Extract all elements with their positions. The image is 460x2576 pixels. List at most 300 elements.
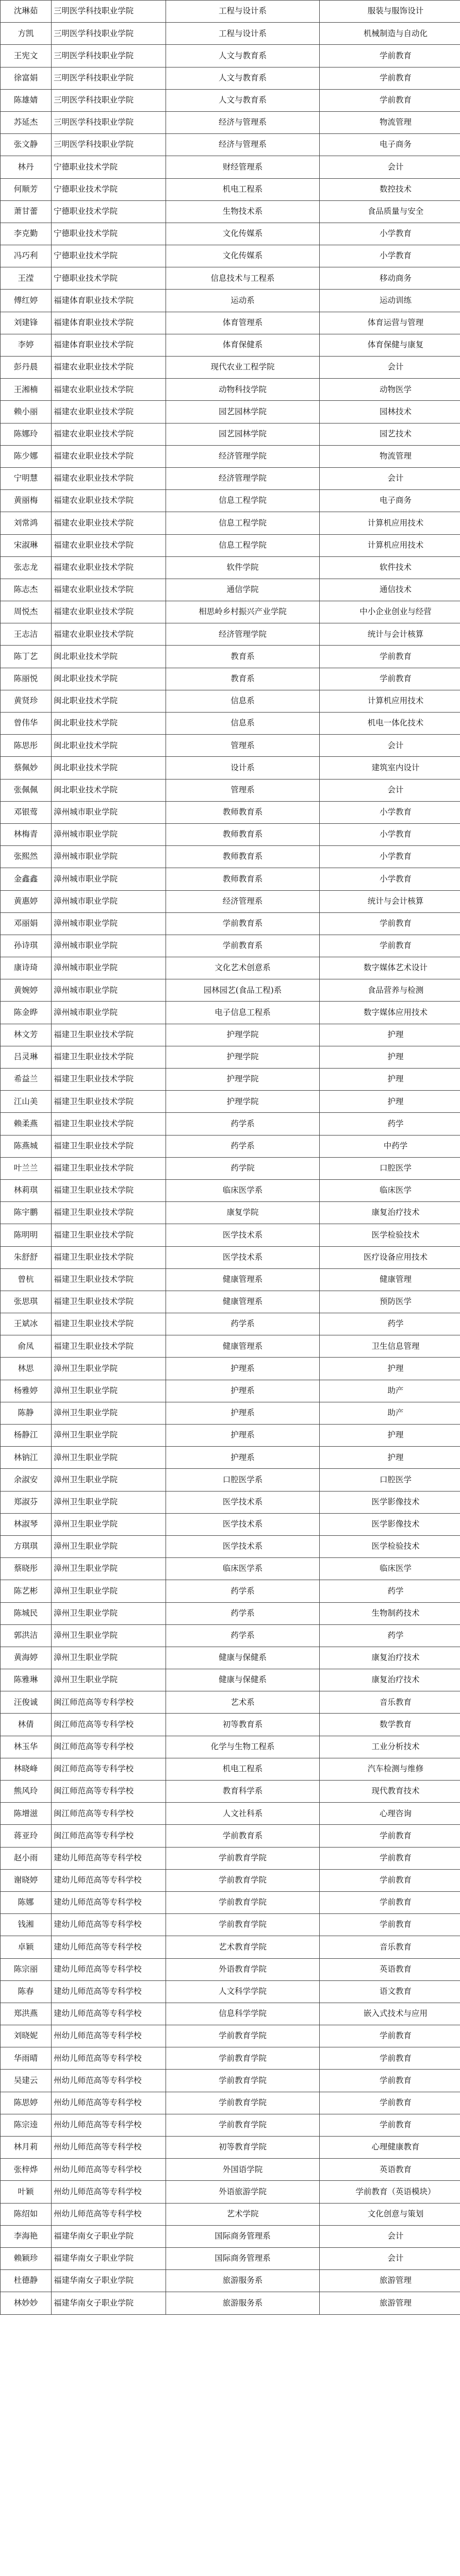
student-name-cell: 林钠江 xyxy=(1,1447,52,1469)
college-name-cell: 州幼儿师范高等专科学校 xyxy=(52,2092,166,2114)
major-name-cell: 小学教育 xyxy=(320,801,460,823)
department-name-cell: 信息工程学院 xyxy=(166,512,320,534)
student-name-cell: 陈宗逵 xyxy=(1,2114,52,2136)
college-name-cell: 闽江师范高等专科学校 xyxy=(52,1781,166,1803)
major-name-cell: 中小企业创业与经营 xyxy=(320,601,460,623)
college-name-cell: 三明医学科技职业学院 xyxy=(52,45,166,67)
department-name-cell: 旅游服务系 xyxy=(166,2270,320,2292)
department-name-cell: 文化传媒系 xyxy=(166,245,320,267)
major-name-cell: 学前教育 xyxy=(320,2092,460,2114)
major-name-cell: 学前教育 xyxy=(320,1825,460,1847)
major-name-cell: 嵌入式技术与应用 xyxy=(320,2003,460,2025)
college-name-cell: 宁德职业技术学院 xyxy=(52,267,166,290)
college-name-cell: 漳州卫生职业学院 xyxy=(52,1669,166,1691)
department-name-cell: 护理系 xyxy=(166,1425,320,1447)
college-name-cell: 宁德职业技术学院 xyxy=(52,200,166,223)
table-row xyxy=(1,1958,460,1980)
student-name-cell: 康诗琦 xyxy=(1,957,52,979)
student-name-cell: 萧甘蕾 xyxy=(1,200,52,223)
department-name-cell: 通信学院 xyxy=(166,579,320,601)
table-row xyxy=(1,2203,460,2225)
major-name-cell: 机电一体化技术 xyxy=(320,713,460,735)
department-name-cell: 护理系 xyxy=(166,1447,320,1469)
college-name-cell: 建幼儿师范高等专科学校 xyxy=(52,2003,166,2025)
major-name-cell: 物流管理 xyxy=(320,445,460,467)
department-name-cell: 人文与教育系 xyxy=(166,45,320,67)
student-name-cell: 王湘楠 xyxy=(1,379,52,401)
major-name-cell: 语文教育 xyxy=(320,1980,460,2003)
department-name-cell: 相思岭乡村振兴产业学院 xyxy=(166,601,320,623)
college-name-cell: 漳州卫生职业学院 xyxy=(52,1491,166,1513)
department-name-cell: 教师教育系 xyxy=(166,868,320,890)
table-row xyxy=(1,1558,460,1580)
table-row xyxy=(1,1091,460,1113)
major-name-cell: 学前教育 xyxy=(320,935,460,957)
department-name-cell: 护理学院 xyxy=(166,1069,320,1091)
table-row xyxy=(1,1891,460,1913)
major-name-cell: 康复治疗技术 xyxy=(320,1669,460,1691)
table-row xyxy=(1,1535,460,1557)
table-row xyxy=(1,1980,460,2003)
table-row xyxy=(1,111,460,133)
major-name-cell: 现代教育技术 xyxy=(320,1781,460,1803)
student-name-cell: 陈思婷 xyxy=(1,2092,52,2114)
student-name-cell: 陈丁艺 xyxy=(1,646,52,668)
major-name-cell: 电子商务 xyxy=(320,490,460,512)
student-name-cell: 林玉华 xyxy=(1,1736,52,1758)
major-name-cell: 学前教育 xyxy=(320,2025,460,2047)
department-name-cell: 经济管理系 xyxy=(166,890,320,912)
college-name-cell: 漳州城市职业学院 xyxy=(52,957,166,979)
student-name-cell: 吴建云 xyxy=(1,2070,52,2092)
student-name-cell: 陈宇鹏 xyxy=(1,1202,52,1224)
major-name-cell: 学前教育 xyxy=(320,2047,460,2070)
major-name-cell: 学前教育 xyxy=(320,89,460,111)
student-name-cell: 熊风玲 xyxy=(1,1781,52,1803)
college-name-cell: 漳州城市职业学院 xyxy=(52,1002,166,1024)
department-name-cell: 健康管理系 xyxy=(166,1291,320,1313)
college-name-cell: 福建农业职业技术学院 xyxy=(52,490,166,512)
major-name-cell: 会计 xyxy=(320,735,460,757)
major-name-cell: 数控技术 xyxy=(320,178,460,200)
table-row xyxy=(1,223,460,245)
college-name-cell: 建幼儿师范高等专科学校 xyxy=(52,1847,166,1869)
college-name-cell: 闽江师范高等专科学校 xyxy=(52,1758,166,1780)
department-name-cell: 运动系 xyxy=(166,290,320,312)
college-name-cell: 漳州城市职业学院 xyxy=(52,846,166,868)
major-name-cell: 机械制造与自动化 xyxy=(320,23,460,45)
department-name-cell: 经济与管理系 xyxy=(166,134,320,156)
table-row xyxy=(1,801,460,823)
student-name-cell: 林莉琪 xyxy=(1,1179,52,1201)
student-name-cell: 蒋亚玲 xyxy=(1,1825,52,1847)
table-row xyxy=(1,1335,460,1358)
student-name-cell: 林丹 xyxy=(1,156,52,178)
table-row xyxy=(1,735,460,757)
student-name-cell: 邓银莺 xyxy=(1,801,52,823)
table-row xyxy=(1,2247,460,2269)
student-name-cell: 冯巧利 xyxy=(1,245,52,267)
department-name-cell: 医学技术系 xyxy=(166,1491,320,1513)
student-name-cell: 徐富娟 xyxy=(1,67,52,89)
table-row xyxy=(1,1313,460,1335)
college-name-cell: 建幼儿师范高等专科学校 xyxy=(52,1980,166,2003)
major-name-cell: 汽车检测与维修 xyxy=(320,1758,460,1780)
student-name-cell: 陈雅琳 xyxy=(1,1669,52,1691)
department-name-cell: 体育保健系 xyxy=(166,334,320,356)
major-name-cell: 学前教育 xyxy=(320,668,460,690)
student-name-cell: 郑洪燕 xyxy=(1,2003,52,2025)
college-name-cell: 漳州卫生职业学院 xyxy=(52,1380,166,1402)
table-row xyxy=(1,45,460,67)
college-name-cell: 漳州卫生职业学院 xyxy=(52,1647,166,1669)
department-name-cell: 信息系 xyxy=(166,690,320,712)
college-name-cell: 闽江师范高等专科学校 xyxy=(52,1691,166,1714)
college-name-cell: 福建农业职业技术学院 xyxy=(52,623,166,646)
student-name-cell: 孙诗琪 xyxy=(1,935,52,957)
table-row xyxy=(1,134,460,156)
major-name-cell: 软件技术 xyxy=(320,556,460,579)
college-name-cell: 福建卫生职业技术学院 xyxy=(52,1069,166,1091)
table-row xyxy=(1,1914,460,1936)
major-name-cell: 计算机应用技术 xyxy=(320,690,460,712)
department-name-cell: 学前教育系 xyxy=(166,912,320,935)
major-name-cell: 体育运营与管理 xyxy=(320,312,460,334)
table-row xyxy=(1,1624,460,1647)
major-name-cell: 会计 xyxy=(320,357,460,379)
department-name-cell: 化学与生物工程系 xyxy=(166,1736,320,1758)
student-name-cell: 陈少娜 xyxy=(1,445,52,467)
college-name-cell: 福建农业职业技术学院 xyxy=(52,357,166,379)
major-name-cell: 护理 xyxy=(320,1425,460,1447)
table-row xyxy=(1,89,460,111)
college-name-cell: 漳州卫生职业学院 xyxy=(52,1402,166,1424)
table-row xyxy=(1,1580,460,1602)
major-name-cell: 助产 xyxy=(320,1402,460,1424)
college-name-cell: 建幼儿师范高等专科学校 xyxy=(52,1891,166,1913)
department-name-cell: 学前教育系 xyxy=(166,935,320,957)
college-name-cell: 福建体育职业技术学院 xyxy=(52,334,166,356)
student-name-cell: 陈明明 xyxy=(1,1224,52,1246)
college-name-cell: 宁德职业技术学院 xyxy=(52,156,166,178)
major-name-cell: 学前教育 xyxy=(320,1914,460,1936)
college-name-cell: 宁德职业技术学院 xyxy=(52,223,166,245)
department-name-cell: 药学系 xyxy=(166,1135,320,1157)
major-name-cell: 会计 xyxy=(320,2225,460,2247)
major-name-cell: 工业分析技术 xyxy=(320,1736,460,1758)
department-name-cell: 外国语学院 xyxy=(166,2159,320,2181)
student-name-cell: 叶颖 xyxy=(1,2181,52,2203)
college-name-cell: 漳州城市职业学院 xyxy=(52,890,166,912)
table-row xyxy=(1,823,460,845)
student-name-cell: 林月莉 xyxy=(1,2137,52,2159)
student-name-cell: 希益兰 xyxy=(1,1069,52,1091)
major-name-cell: 数学教育 xyxy=(320,1714,460,1736)
department-name-cell: 健康管理系 xyxy=(166,1335,320,1358)
major-name-cell: 学前教育（英语模块） xyxy=(320,2181,460,2203)
college-name-cell: 福建卫生职业技术学院 xyxy=(52,1113,166,1135)
table-row xyxy=(1,357,460,379)
major-name-cell: 卫生信息管理 xyxy=(320,1335,460,1358)
college-name-cell: 福建体育职业技术学院 xyxy=(52,290,166,312)
college-name-cell: 福建卫生职业技术学院 xyxy=(52,1157,166,1179)
table-row xyxy=(1,1380,460,1402)
table-row xyxy=(1,379,460,401)
major-name-cell: 健康管理 xyxy=(320,1268,460,1291)
student-name-cell: 陈娜 xyxy=(1,1891,52,1913)
department-name-cell: 学前教育学院 xyxy=(166,1869,320,1891)
student-name-cell: 李克勤 xyxy=(1,223,52,245)
table-row xyxy=(1,2003,460,2025)
college-name-cell: 闽江师范高等专科学校 xyxy=(52,1825,166,1847)
major-name-cell: 护理 xyxy=(320,1024,460,1046)
department-name-cell: 现代农业工程学院 xyxy=(166,357,320,379)
table-row xyxy=(1,2114,460,2136)
college-name-cell: 漳州城市职业学院 xyxy=(52,801,166,823)
student-name-cell: 陈金晔 xyxy=(1,1002,52,1024)
student-name-cell: 宋淑琳 xyxy=(1,534,52,556)
major-name-cell: 电子商务 xyxy=(320,134,460,156)
major-name-cell: 心理健康教育 xyxy=(320,2137,460,2159)
college-name-cell: 福建农业职业技术学院 xyxy=(52,445,166,467)
college-name-cell: 福建华南女子职业学院 xyxy=(52,2270,166,2292)
college-name-cell: 闽江师范高等专科学校 xyxy=(52,1803,166,1825)
major-name-cell: 医疗设备应用技术 xyxy=(320,1246,460,1268)
table-row xyxy=(1,1425,460,1447)
table-row xyxy=(1,1202,460,1224)
student-name-cell: 周悦杰 xyxy=(1,601,52,623)
table-row xyxy=(1,401,460,423)
college-name-cell: 漳州卫生职业学院 xyxy=(52,1358,166,1380)
college-name-cell: 闽北职业技术学院 xyxy=(52,668,166,690)
table-row xyxy=(1,690,460,712)
college-name-cell: 闽北职业技术学院 xyxy=(52,646,166,668)
college-name-cell: 宁德职业技术学院 xyxy=(52,178,166,200)
table-row xyxy=(1,2159,460,2181)
major-name-cell: 心理咨询 xyxy=(320,1803,460,1825)
department-name-cell: 学前教育学院 xyxy=(166,1847,320,1869)
department-name-cell: 学前教育学院 xyxy=(166,2047,320,2070)
student-name-cell: 蔡佩妙 xyxy=(1,757,52,779)
student-name-cell: 张熙然 xyxy=(1,846,52,868)
table-row xyxy=(1,1268,460,1291)
table-row xyxy=(1,2047,460,2070)
table-row xyxy=(1,1291,460,1313)
student-name-cell: 林晓峰 xyxy=(1,1758,52,1780)
college-name-cell: 漳州卫生职业学院 xyxy=(52,1513,166,1535)
major-name-cell: 计算机应用技术 xyxy=(320,534,460,556)
department-name-cell: 信息工程学院 xyxy=(166,490,320,512)
major-name-cell: 建筑室内设计 xyxy=(320,757,460,779)
table-row xyxy=(1,556,460,579)
table-row xyxy=(1,2292,460,2314)
college-name-cell: 漳州卫生职业学院 xyxy=(52,1469,166,1491)
college-name-cell: 闽江师范高等专科学校 xyxy=(52,1714,166,1736)
table-row xyxy=(1,1869,460,1891)
major-name-cell: 通信技术 xyxy=(320,579,460,601)
college-name-cell: 福建卫生职业技术学院 xyxy=(52,1291,166,1313)
department-name-cell: 护理系 xyxy=(166,1358,320,1380)
college-name-cell: 福建农业职业技术学院 xyxy=(52,423,166,445)
department-name-cell: 医学技术系 xyxy=(166,1513,320,1535)
student-name-cell: 江山美 xyxy=(1,1091,52,1113)
student-name-cell: 林倩 xyxy=(1,1714,52,1736)
major-name-cell: 护理 xyxy=(320,1358,460,1380)
department-name-cell: 医学技术系 xyxy=(166,1224,320,1246)
table-row xyxy=(1,668,460,690)
student-name-cell: 张佩佩 xyxy=(1,779,52,801)
table-row xyxy=(1,267,460,290)
student-name-cell: 黄丽梅 xyxy=(1,490,52,512)
major-name-cell: 预防医学 xyxy=(320,1291,460,1313)
student-name-cell: 蔡晓彤 xyxy=(1,1558,52,1580)
college-name-cell: 福建卫生职业技术学院 xyxy=(52,1313,166,1335)
college-name-cell: 州幼儿师范高等专科学校 xyxy=(52,2203,166,2225)
college-name-cell: 闽北职业技术学院 xyxy=(52,735,166,757)
department-name-cell: 初等教育系 xyxy=(166,1714,320,1736)
student-name-cell: 陈雄婧 xyxy=(1,89,52,111)
department-name-cell: 教育科学系 xyxy=(166,1781,320,1803)
student-name-cell: 赖颖珍 xyxy=(1,2247,52,2269)
table-row xyxy=(1,312,460,334)
department-name-cell: 临床医学系 xyxy=(166,1558,320,1580)
student-name-cell: 沈琳茹 xyxy=(1,1,52,23)
major-name-cell: 药学 xyxy=(320,1313,460,1335)
table-row xyxy=(1,1936,460,1958)
table-row xyxy=(1,2092,460,2114)
student-name-cell: 彭丹晨 xyxy=(1,357,52,379)
major-name-cell: 医学影像技术 xyxy=(320,1513,460,1535)
department-name-cell: 健康管理系 xyxy=(166,1268,320,1291)
student-name-cell: 何顺芳 xyxy=(1,178,52,200)
major-name-cell: 药学 xyxy=(320,1624,460,1647)
student-name-cell: 黄贤珍 xyxy=(1,690,52,712)
department-name-cell: 人文科学学院 xyxy=(166,1980,320,2003)
table-row xyxy=(1,601,460,623)
college-name-cell: 州幼儿师范高等专科学校 xyxy=(52,2070,166,2092)
student-name-cell: 方凯 xyxy=(1,23,52,45)
student-name-cell: 王志洁 xyxy=(1,623,52,646)
student-name-cell: 陈丽悦 xyxy=(1,668,52,690)
table-row xyxy=(1,1246,460,1268)
student-name-cell: 叶兰兰 xyxy=(1,1157,52,1179)
student-name-cell: 曾伟华 xyxy=(1,713,52,735)
department-name-cell: 药学系 xyxy=(166,1313,320,1335)
student-name-cell: 卓颖 xyxy=(1,1936,52,1958)
department-name-cell: 旅游服务系 xyxy=(166,2292,320,2314)
table-row xyxy=(1,1135,460,1157)
college-name-cell: 福建农业职业技术学院 xyxy=(52,534,166,556)
department-name-cell: 教育系 xyxy=(166,646,320,668)
student-name-cell: 余淑安 xyxy=(1,1469,52,1491)
major-name-cell: 护理 xyxy=(320,1091,460,1113)
college-name-cell: 福建华南女子职业学院 xyxy=(52,2292,166,2314)
table-row xyxy=(1,1736,460,1758)
college-name-cell: 闽北职业技术学院 xyxy=(52,690,166,712)
table-row xyxy=(1,445,460,467)
department-name-cell: 学前教育学院 xyxy=(166,2070,320,2092)
major-name-cell: 药学 xyxy=(320,1580,460,1602)
table-row xyxy=(1,579,460,601)
major-name-cell: 运动训练 xyxy=(320,290,460,312)
major-name-cell: 会计 xyxy=(320,2247,460,2269)
college-name-cell: 福建卫生职业技术学院 xyxy=(52,1046,166,1068)
major-name-cell: 学前教育 xyxy=(320,67,460,89)
department-name-cell: 人文与教育系 xyxy=(166,89,320,111)
department-name-cell: 学前教育学院 xyxy=(166,1914,320,1936)
department-name-cell: 体育管理系 xyxy=(166,312,320,334)
college-name-cell: 闽北职业技术学院 xyxy=(52,779,166,801)
student-name-cell: 钱湘 xyxy=(1,1914,52,1936)
table-row xyxy=(1,1647,460,1669)
department-name-cell: 学前教育系 xyxy=(166,1825,320,1847)
student-name-cell: 林文芳 xyxy=(1,1024,52,1046)
student-name-cell: 张文静 xyxy=(1,134,52,156)
table-row xyxy=(1,1803,460,1825)
department-name-cell: 电子信息工程系 xyxy=(166,1002,320,1024)
college-name-cell: 漳州卫生职业学院 xyxy=(52,1425,166,1447)
department-name-cell: 教育系 xyxy=(166,668,320,690)
student-name-cell: 陈娜玲 xyxy=(1,423,52,445)
major-name-cell: 动物医学 xyxy=(320,379,460,401)
department-name-cell: 医学技术系 xyxy=(166,1246,320,1268)
college-name-cell: 漳州卫生职业学院 xyxy=(52,1624,166,1647)
major-name-cell: 医学影像技术 xyxy=(320,1491,460,1513)
department-name-cell: 信息工程学院 xyxy=(166,534,320,556)
student-name-cell: 王斌冰 xyxy=(1,1313,52,1335)
college-name-cell: 漳州城市职业学院 xyxy=(52,979,166,1002)
department-name-cell: 护理学院 xyxy=(166,1024,320,1046)
department-name-cell: 人文与教育系 xyxy=(166,67,320,89)
college-name-cell: 福建卫生职业技术学院 xyxy=(52,1335,166,1358)
department-name-cell: 医学技术系 xyxy=(166,1535,320,1557)
department-name-cell: 艺术系 xyxy=(166,1691,320,1714)
major-name-cell: 小学教育 xyxy=(320,868,460,890)
major-name-cell: 计算机应用技术 xyxy=(320,512,460,534)
student-name-cell: 金鑫鑫 xyxy=(1,868,52,890)
major-name-cell: 学前教育 xyxy=(320,2070,460,2092)
department-name-cell: 机电工程系 xyxy=(166,178,320,200)
table-row xyxy=(1,23,460,45)
college-name-cell: 福建卫生职业技术学院 xyxy=(52,1024,166,1046)
major-name-cell: 中药学 xyxy=(320,1135,460,1157)
table-row xyxy=(1,646,460,668)
major-name-cell: 学前教育 xyxy=(320,45,460,67)
department-name-cell: 国际商务管理系 xyxy=(166,2225,320,2247)
department-name-cell: 口腔医学系 xyxy=(166,1469,320,1491)
department-name-cell: 药学系 xyxy=(166,1580,320,1602)
table-row xyxy=(1,290,460,312)
major-name-cell: 小学教育 xyxy=(320,223,460,245)
table-row xyxy=(1,868,460,890)
student-name-cell: 李婷 xyxy=(1,334,52,356)
college-name-cell: 三明医学科技职业学院 xyxy=(52,23,166,45)
major-name-cell: 临床医学 xyxy=(320,1558,460,1580)
table-row xyxy=(1,935,460,957)
student-name-cell: 陈静 xyxy=(1,1402,52,1424)
table-row xyxy=(1,1046,460,1068)
roster-body xyxy=(1,1,460,2315)
department-name-cell: 园林园艺(食品工程)系 xyxy=(166,979,320,1002)
college-name-cell: 漳州卫生职业学院 xyxy=(52,1447,166,1469)
department-name-cell: 药学院 xyxy=(166,1157,320,1179)
major-name-cell: 临床医学 xyxy=(320,1179,460,1201)
table-row xyxy=(1,2137,460,2159)
department-name-cell: 健康与保健系 xyxy=(166,1647,320,1669)
department-name-cell: 园艺园林学院 xyxy=(166,401,320,423)
table-row xyxy=(1,423,460,445)
college-name-cell: 福建卫生职业技术学院 xyxy=(52,1135,166,1157)
